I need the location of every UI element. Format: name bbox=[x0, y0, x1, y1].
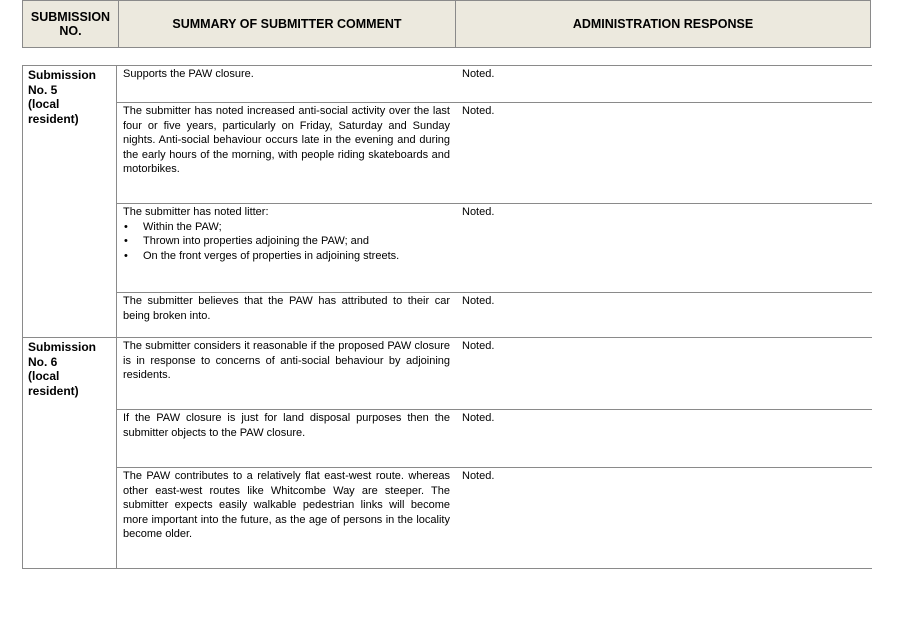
response-cell: Noted. bbox=[462, 206, 495, 218]
response-cell: Noted. bbox=[462, 412, 495, 424]
comment-cell: The submitter has noted increased anti-social activity over the last four or five years, particularly on Friday, Saturday and Sunday nights. Anti-social behaviour occurs late in the evening and during the early hours of the morning, with people riding skateboards and motorbikes. bbox=[123, 105, 450, 176]
response-cell: Noted. bbox=[462, 68, 495, 80]
comment-intro: The submitter has noted litter: bbox=[123, 206, 269, 218]
comment-cell: If the PAW closure is just for land disposal purposes then the submitter objects to the PAW closure. bbox=[123, 412, 450, 439]
header-submission-line1: SUBMISSION bbox=[30, 10, 111, 24]
response-cell: Noted. bbox=[462, 470, 495, 482]
submission-group-6 bbox=[23, 338, 872, 569]
table-header bbox=[22, 0, 871, 48]
submission-label: Submission No. 5 (local resident) bbox=[23, 66, 117, 337]
response-cell: Noted. bbox=[462, 105, 495, 117]
comment-cell: The submitter believes that the PAW has attributed to their car being broken into. bbox=[123, 295, 450, 322]
header-summary: SUMMARY OF SUBMITTER COMMENT bbox=[119, 1, 456, 47]
submissions-table bbox=[22, 65, 872, 569]
table-row bbox=[117, 468, 872, 568]
comment-cell: The submitter considers it reasonable if the proposed PAW closure is in response to concerns of anti-social behaviour by adjoining residents. bbox=[123, 340, 450, 382]
header-response: ADMINISTRATION RESPONSE bbox=[572, 17, 754, 31]
comment-cell: The PAW contributes to a relatively flat east-west route. whereas other east-west routes like Whitcombe Way are steeper. The submitter expects easily walkable pedestrian links will become more important into the future, as the age of persons in the locality become older. bbox=[123, 470, 450, 541]
header-submission-no bbox=[23, 1, 119, 47]
litter-bullet-list bbox=[123, 220, 450, 264]
table-row bbox=[117, 204, 872, 293]
table-row bbox=[117, 338, 872, 410]
table-row bbox=[117, 410, 872, 468]
table-row bbox=[117, 103, 872, 204]
table-row bbox=[117, 66, 872, 103]
submission-rows bbox=[117, 66, 872, 337]
comment-cell: Supports the PAW closure. bbox=[123, 68, 254, 80]
response-cell: Noted. bbox=[462, 295, 495, 307]
table-row bbox=[117, 293, 872, 337]
comment-cell bbox=[117, 204, 456, 292]
list-item: • On the front verges of properties in adjoining streets. bbox=[123, 249, 450, 264]
submission-label: Submission No. 6 (local resident) bbox=[23, 338, 117, 568]
list-item: • Within the PAW; bbox=[123, 220, 450, 235]
submission-group-5 bbox=[23, 66, 872, 338]
header-submission-line2: NO. bbox=[59, 24, 82, 38]
response-cell: Noted. bbox=[462, 340, 495, 352]
submission-rows bbox=[117, 338, 872, 568]
list-item: • Thrown into properties adjoining the PAW; and bbox=[123, 234, 450, 249]
